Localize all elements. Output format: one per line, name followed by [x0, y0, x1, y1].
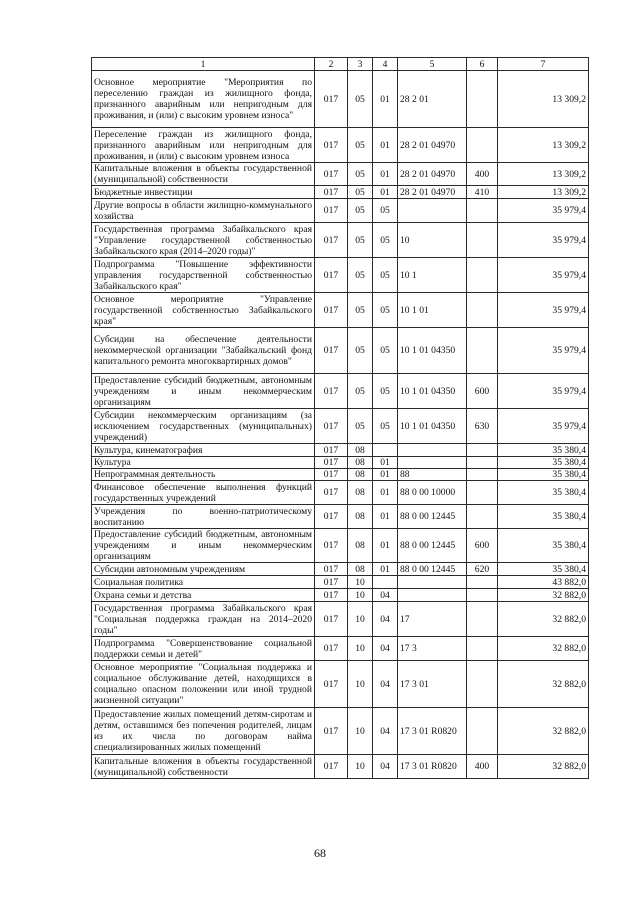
target-article-cell: 88 0 00 10000: [398, 481, 467, 505]
table-row: [92, 457, 589, 469]
ministry-code-cell: 017: [315, 589, 348, 602]
amount-cell: 32 882,0: [498, 661, 589, 708]
row-name-cell: Предоставление жилых помещений детям-сиротам и детям, оставшимся без попечения родителей, лицам из их числа по договорам найма специализированных жилых помещений: [92, 708, 315, 755]
header-row: [92, 58, 589, 71]
target-article-cell: [398, 576, 467, 589]
row-name-cell: Государственная программа Забайкальского края "Социальная поддержка граждан на 2014–2020 годы": [92, 602, 315, 637]
row-name-cell: Финансовое обеспечение выполнения функций государственных учреждений: [92, 481, 315, 505]
section-code-cell: 10: [348, 576, 373, 589]
ministry-code-cell: 017: [315, 708, 348, 755]
expense-type-cell: [467, 469, 498, 481]
section-code-cell: 08: [348, 563, 373, 576]
ministry-code-cell: 017: [315, 258, 348, 293]
subsection-code-cell: 04: [373, 755, 398, 779]
expense-type-cell: [467, 444, 498, 457]
subsection-code-cell: [373, 444, 398, 457]
expense-type-cell: [467, 199, 498, 223]
subsection-code-cell: 04: [373, 589, 398, 602]
page-number: 68: [314, 846, 326, 860]
row-name-cell: Субсидии на обеспечение деятельности некоммерческой организации "Забайкальский фонд капитального ремонта многоквартирных домов": [92, 328, 315, 374]
section-code-cell: 10: [348, 708, 373, 755]
row-name-cell: Предоставление субсидий бюджетным, автономным учреждениям и иным некоммерческим организациям: [92, 374, 315, 409]
target-article-cell: 28 2 01 04970: [398, 163, 467, 186]
target-article-cell: 10 1 01: [398, 293, 467, 328]
expense-type-cell: 400: [467, 755, 498, 779]
table-row: [92, 589, 589, 602]
table-header: [92, 58, 589, 71]
amount-cell: 35 979,4: [498, 293, 589, 328]
subsection-code-cell: 05: [373, 258, 398, 293]
amount-cell: 35 979,4: [498, 328, 589, 374]
table-row: [92, 71, 589, 128]
ministry-code-cell: 017: [315, 563, 348, 576]
section-code-cell: 10: [348, 637, 373, 661]
target-article-cell: 17 3: [398, 637, 467, 661]
table-row: [92, 469, 589, 481]
table-row: [92, 637, 589, 661]
subsection-code-cell: 05: [373, 328, 398, 374]
amount-cell: 35 380,4: [498, 563, 589, 576]
amount-cell: 35 380,4: [498, 505, 589, 529]
expense-type-cell: [467, 576, 498, 589]
amount-cell: 35 380,4: [498, 457, 589, 469]
target-article-cell: 88 0 00 12445: [398, 505, 467, 529]
section-code-cell: 08: [348, 469, 373, 481]
ministry-code-cell: 017: [315, 637, 348, 661]
section-code-cell: 05: [348, 293, 373, 328]
expense-type-cell: 620: [467, 563, 498, 576]
section-code-cell: 05: [348, 199, 373, 223]
table-row: [92, 576, 589, 589]
target-article-cell: [398, 589, 467, 602]
subsection-code-cell: 01: [373, 529, 398, 563]
subsection-code-cell: 01: [373, 186, 398, 199]
section-code-cell: 05: [348, 374, 373, 409]
row-name-cell: Капитальные вложения в объекты государственной (муниципальной) собственности: [92, 755, 315, 779]
table-row: [92, 258, 589, 293]
column-header-1: 1: [92, 58, 315, 71]
section-code-cell: 08: [348, 457, 373, 469]
table-row: [92, 602, 589, 637]
ministry-code-cell: 017: [315, 163, 348, 186]
ministry-code-cell: 017: [315, 374, 348, 409]
row-name-cell: Основное мероприятие "Социальная поддержка и социальное обслуживание детей, находящихся в социально опасном положении или иной трудной жизненной ситуации": [92, 661, 315, 708]
expense-type-cell: [467, 602, 498, 637]
section-code-cell: 05: [348, 258, 373, 293]
target-article-cell: 10: [398, 223, 467, 258]
row-name-cell: Основное мероприятие "Мероприятия по переселению граждан из жилищного фонда, признанного аварийным или непригодным для проживания, и (или) с высоким уровнем износа": [92, 71, 315, 128]
section-code-cell: 08: [348, 529, 373, 563]
section-code-cell: 08: [348, 481, 373, 505]
amount-cell: 32 882,0: [498, 602, 589, 637]
expense-type-cell: [467, 223, 498, 258]
target-article-cell: 88 0 00 12445: [398, 563, 467, 576]
section-code-cell: 10: [348, 589, 373, 602]
expense-type-cell: [467, 71, 498, 128]
amount-cell: 35 979,4: [498, 374, 589, 409]
row-name-cell: Капитальные вложения в объекты государственной (муниципальной) собственности: [92, 163, 315, 186]
table-row: [92, 186, 589, 199]
target-article-cell: [398, 457, 467, 469]
column-header-4: 4: [373, 58, 398, 71]
ministry-code-cell: 017: [315, 293, 348, 328]
amount-cell: 35 380,4: [498, 529, 589, 563]
amount-cell: 35 380,4: [498, 444, 589, 457]
target-article-cell: 10 1: [398, 258, 467, 293]
subsection-code-cell: 01: [373, 469, 398, 481]
table-row: [92, 708, 589, 755]
row-name-cell: Подпрограмма "Повышение эффективности управления государственной собственностью Забайкальского края": [92, 258, 315, 293]
expense-type-cell: [467, 457, 498, 469]
table-row: [92, 563, 589, 576]
column-header-5: 5: [398, 58, 467, 71]
table-body: [92, 71, 589, 779]
target-article-cell: 28 2 01 04970: [398, 186, 467, 199]
section-code-cell: 10: [348, 661, 373, 708]
ministry-code-cell: 017: [315, 223, 348, 258]
row-name-cell: Охрана семьи и детства: [92, 589, 315, 602]
section-code-cell: 05: [348, 163, 373, 186]
section-code-cell: 05: [348, 71, 373, 128]
ministry-code-cell: 017: [315, 199, 348, 223]
subsection-code-cell: 01: [373, 457, 398, 469]
amount-cell: 32 882,0: [498, 637, 589, 661]
row-name-cell: Подпрограмма "Совершенствование социальной поддержки семьи и детей": [92, 637, 315, 661]
section-code-cell: 05: [348, 186, 373, 199]
column-header-6: 6: [467, 58, 498, 71]
section-code-cell: 08: [348, 505, 373, 529]
amount-cell: 35 380,4: [498, 481, 589, 505]
column-header-3: 3: [348, 58, 373, 71]
ministry-code-cell: 017: [315, 71, 348, 128]
target-article-cell: 17 3 01 R0820: [398, 755, 467, 779]
subsection-code-cell: 04: [373, 708, 398, 755]
subsection-code-cell: 05: [373, 223, 398, 258]
ministry-code-cell: 017: [315, 469, 348, 481]
table-row: [92, 374, 589, 409]
target-article-cell: 10 1 01 04350: [398, 409, 467, 444]
row-name-cell: Непрограммная деятельность: [92, 469, 315, 481]
subsection-code-cell: 01: [373, 128, 398, 163]
ministry-code-cell: 017: [315, 328, 348, 374]
section-code-cell: 08: [348, 444, 373, 457]
section-code-cell: 10: [348, 602, 373, 637]
target-article-cell: 17 3 01: [398, 661, 467, 708]
amount-cell: 35 979,4: [498, 409, 589, 444]
table-row: [92, 481, 589, 505]
section-code-cell: 05: [348, 128, 373, 163]
row-name-cell: Субсидии автономным учреждениям: [92, 563, 315, 576]
ministry-code-cell: 017: [315, 186, 348, 199]
expense-type-cell: [467, 328, 498, 374]
target-article-cell: 10 1 01 04350: [398, 374, 467, 409]
ministry-code-cell: 017: [315, 481, 348, 505]
row-name-cell: Переселение граждан из жилищного фонда, признанного аварийным или непригодным для проживания, и (или) с высоким уровнем износа: [92, 128, 315, 163]
row-name-cell: Учреждения по военно-патриотическому воспитанию: [92, 505, 315, 529]
expense-type-cell: [467, 505, 498, 529]
row-name-cell: Субсидии некоммерческим организациям (за исключением государственных (муниципальных) учреждений): [92, 409, 315, 444]
target-article-cell: 10 1 01 04350: [398, 328, 467, 374]
amount-cell: 13 309,2: [498, 163, 589, 186]
row-name-cell: Бюджетные инвестиции: [92, 186, 315, 199]
expense-type-cell: 600: [467, 374, 498, 409]
table-row: [92, 128, 589, 163]
column-header-2: 2: [315, 58, 348, 71]
ministry-code-cell: 017: [315, 661, 348, 708]
expense-type-cell: 410: [467, 186, 498, 199]
subsection-code-cell: 04: [373, 661, 398, 708]
amount-cell: 13 309,2: [498, 128, 589, 163]
target-article-cell: [398, 199, 467, 223]
target-article-cell: 88 0 00 12445: [398, 529, 467, 563]
expense-type-cell: [467, 293, 498, 328]
ministry-code-cell: 017: [315, 409, 348, 444]
target-article-cell: 28 2 01 04970: [398, 128, 467, 163]
budget-table: [91, 57, 589, 779]
ministry-code-cell: 017: [315, 529, 348, 563]
row-name-cell: Предоставление субсидий бюджетным, автономным учреждениям и иным некоммерческим организациям: [92, 529, 315, 563]
table-row: [92, 529, 589, 563]
subsection-code-cell: 05: [373, 374, 398, 409]
target-article-cell: 17: [398, 602, 467, 637]
subsection-code-cell: 01: [373, 505, 398, 529]
amount-cell: 43 882,0: [498, 576, 589, 589]
subsection-code-cell: 01: [373, 563, 398, 576]
subsection-code-cell: 05: [373, 409, 398, 444]
amount-cell: 35 380,4: [498, 469, 589, 481]
row-name-cell: Культура, кинематография: [92, 444, 315, 457]
table-row: [92, 755, 589, 779]
row-name-cell: Другие вопросы в области жилищно-коммунального хозяйства: [92, 199, 315, 223]
expense-type-cell: [467, 258, 498, 293]
table-row: [92, 223, 589, 258]
table-row: [92, 199, 589, 223]
ministry-code-cell: 017: [315, 755, 348, 779]
section-code-cell: 05: [348, 328, 373, 374]
expense-type-cell: [467, 589, 498, 602]
table-row: [92, 409, 589, 444]
amount-cell: 13 309,2: [498, 71, 589, 128]
subsection-code-cell: 05: [373, 199, 398, 223]
ministry-code-cell: 017: [315, 505, 348, 529]
subsection-code-cell: 05: [373, 293, 398, 328]
expense-type-cell: 600: [467, 529, 498, 563]
subsection-code-cell: 04: [373, 637, 398, 661]
row-name-cell: Культура: [92, 457, 315, 469]
table-row: [92, 293, 589, 328]
expense-type-cell: [467, 481, 498, 505]
subsection-code-cell: 01: [373, 163, 398, 186]
target-article-cell: 88: [398, 469, 467, 481]
amount-cell: 32 882,0: [498, 708, 589, 755]
amount-cell: 35 979,4: [498, 258, 589, 293]
subsection-code-cell: 01: [373, 71, 398, 128]
target-article-cell: [398, 444, 467, 457]
row-name-cell: Государственная программа Забайкальского края "Управление государственной собственностью Забайкальского края (2014–2020 годы)": [92, 223, 315, 258]
subsection-code-cell: 04: [373, 602, 398, 637]
expense-type-cell: 630: [467, 409, 498, 444]
ministry-code-cell: 017: [315, 444, 348, 457]
amount-cell: 32 882,0: [498, 589, 589, 602]
table-row: [92, 444, 589, 457]
table-row: [92, 505, 589, 529]
table-row: [92, 163, 589, 186]
ministry-code-cell: 017: [315, 602, 348, 637]
expense-type-cell: 400: [467, 163, 498, 186]
amount-cell: 35 979,4: [498, 199, 589, 223]
expense-type-cell: [467, 708, 498, 755]
section-code-cell: 05: [348, 223, 373, 258]
target-article-cell: 17 3 01 R0820: [398, 708, 467, 755]
amount-cell: 32 882,0: [498, 755, 589, 779]
row-name-cell: Основное мероприятие "Управление государственной собственностью Забайкальского края": [92, 293, 315, 328]
row-name-cell: Социальная политика: [92, 576, 315, 589]
section-code-cell: 05: [348, 409, 373, 444]
expense-type-cell: [467, 128, 498, 163]
subsection-code-cell: 01: [373, 481, 398, 505]
ministry-code-cell: 017: [315, 576, 348, 589]
target-article-cell: 28 2 01: [398, 71, 467, 128]
table-row: [92, 328, 589, 374]
ministry-code-cell: 017: [315, 457, 348, 469]
expense-type-cell: [467, 661, 498, 708]
amount-cell: 35 979,4: [498, 223, 589, 258]
subsection-code-cell: [373, 576, 398, 589]
column-header-7: 7: [498, 58, 589, 71]
table-row: [92, 661, 589, 708]
section-code-cell: 10: [348, 755, 373, 779]
amount-cell: 13 309,2: [498, 186, 589, 199]
ministry-code-cell: 017: [315, 128, 348, 163]
expense-type-cell: [467, 637, 498, 661]
